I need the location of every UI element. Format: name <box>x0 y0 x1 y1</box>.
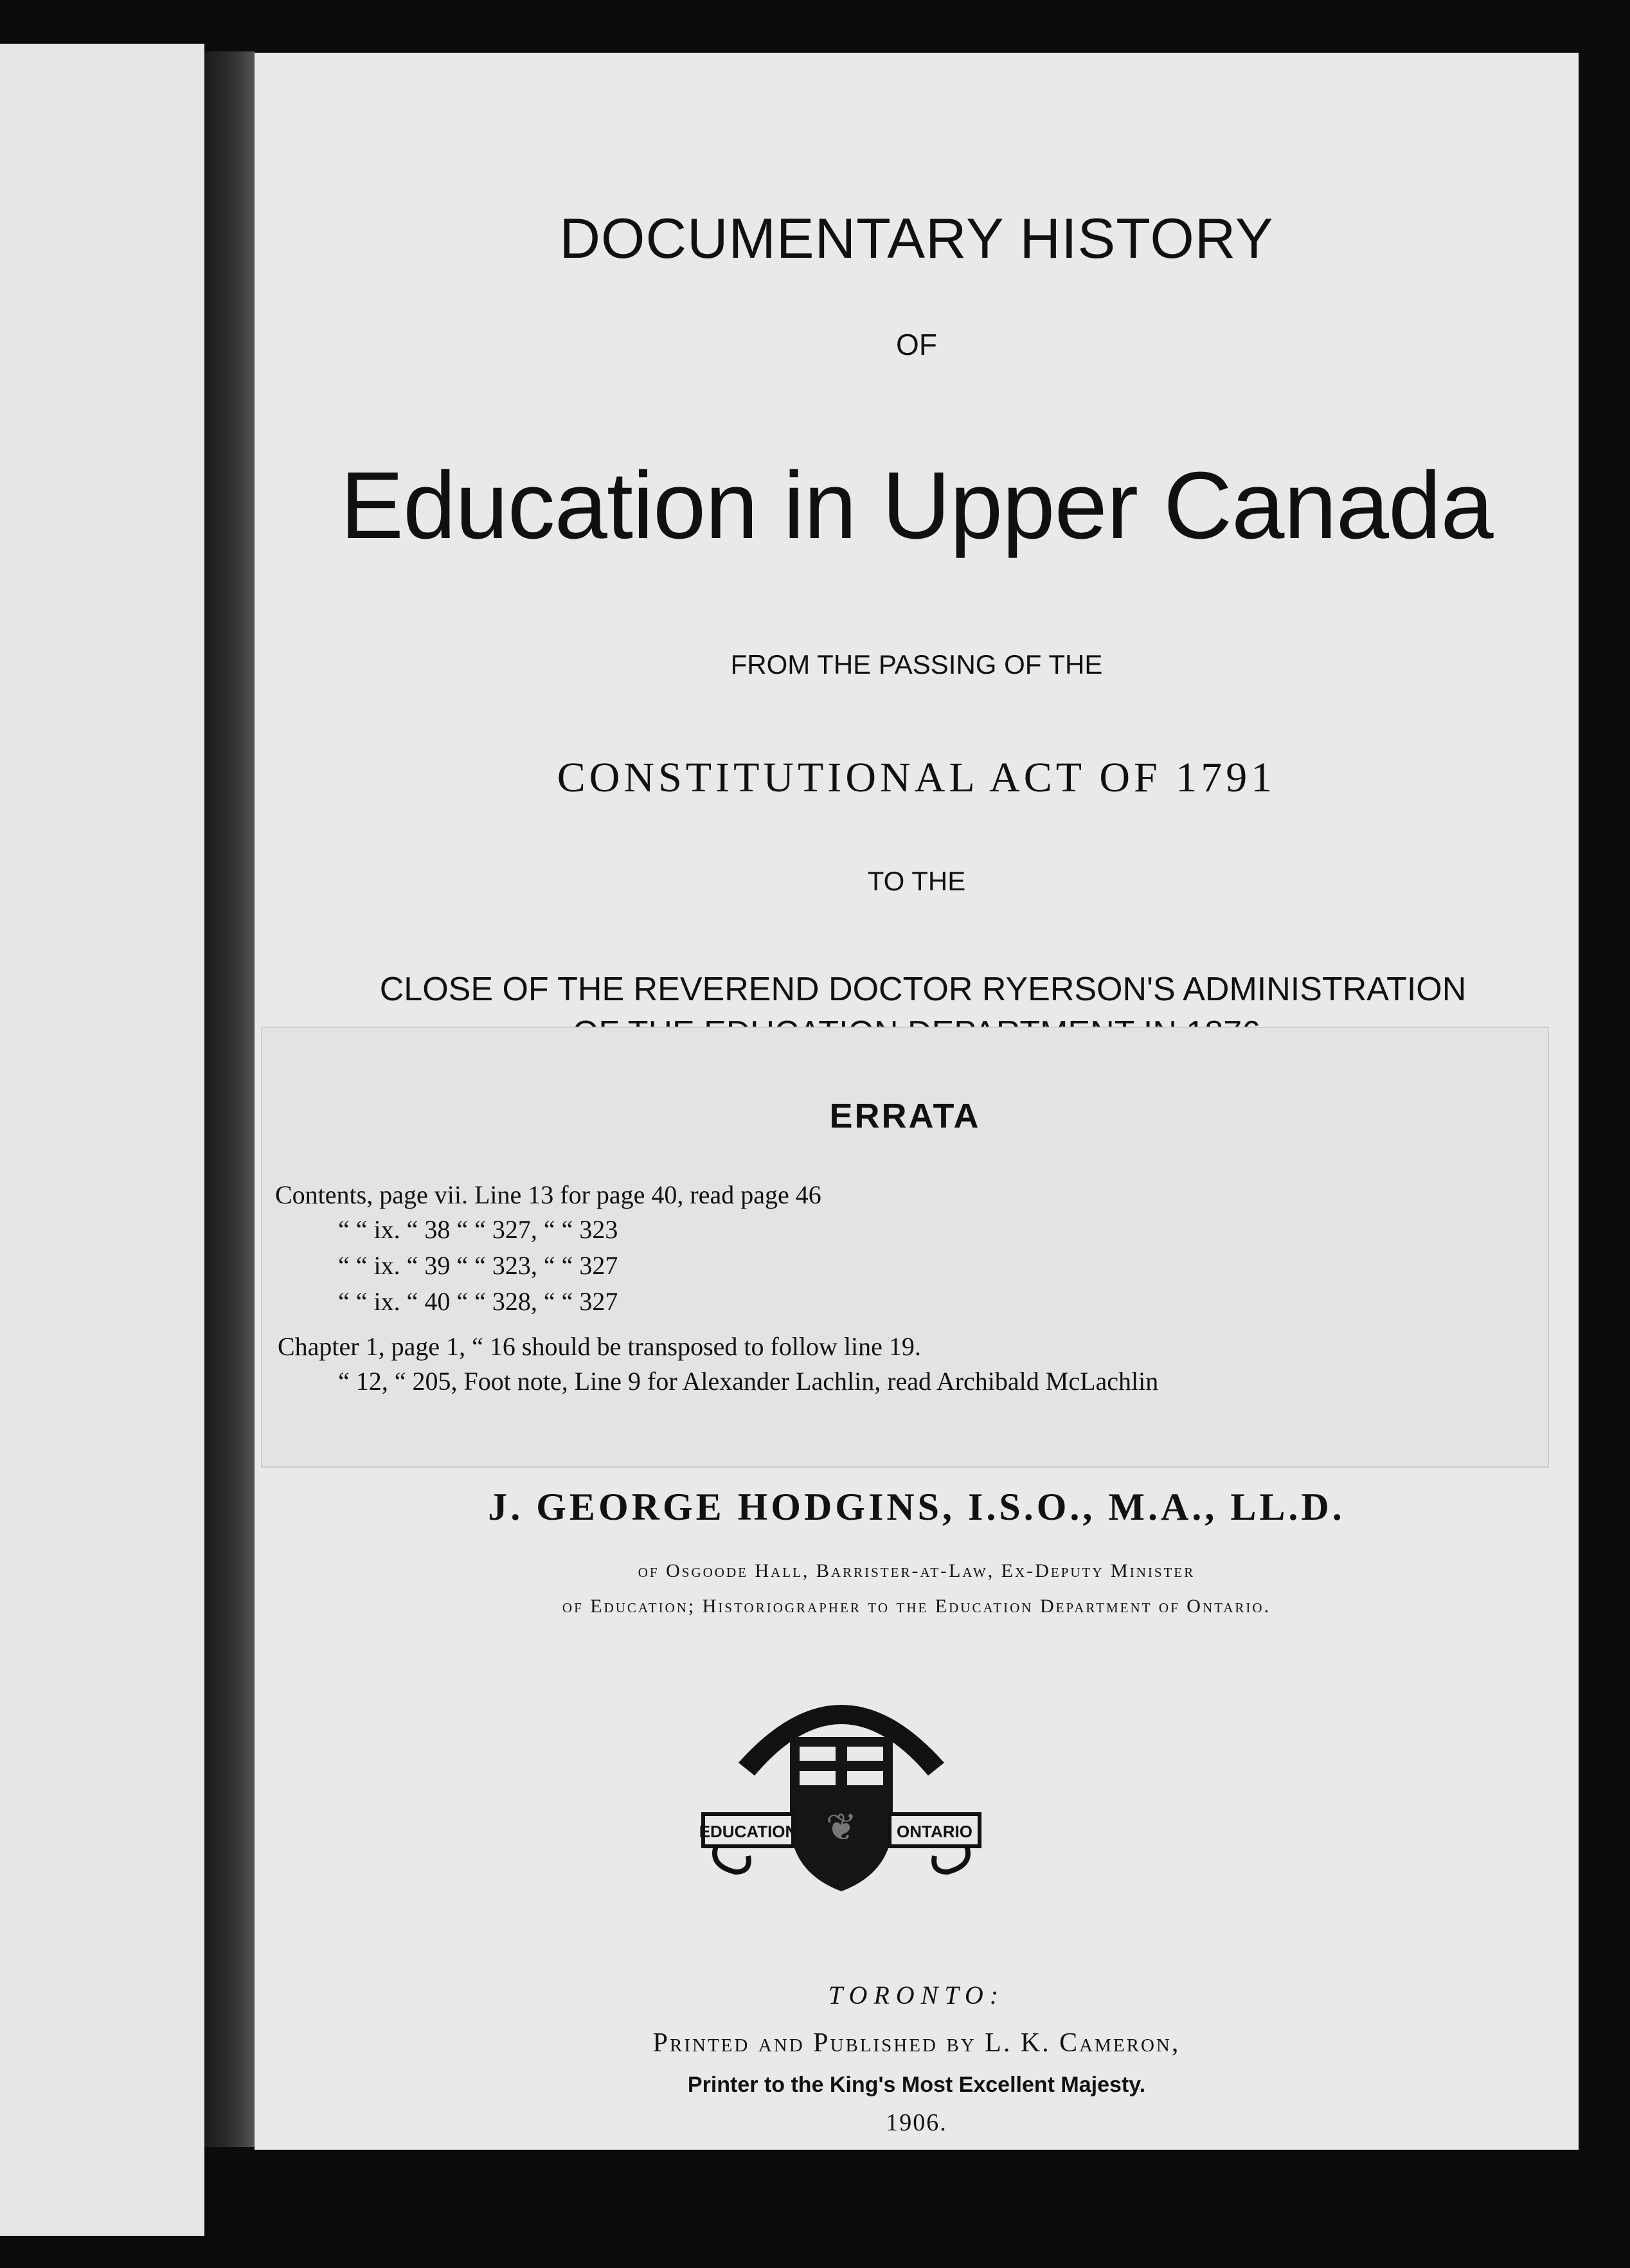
subtitle-to: TO THE <box>867 866 966 896</box>
imprint-printer: Printer to the King's Most Excellent Majesty. <box>687 2073 1146 2097</box>
errata-heading: ERRATA <box>829 1097 981 1135</box>
main-title: Education in Upper Canada <box>340 453 1493 559</box>
author-affiliation-2: of Education; Historiographer to the Education Department of Ontario. <box>562 1596 1271 1617</box>
left-facing-page <box>0 44 204 2236</box>
imprint-year: 1906. <box>886 2109 947 2136</box>
errata-row: “ “ ix. “ 39 “ “ 323, “ “ 327 <box>338 1251 618 1280</box>
book-spine <box>204 51 255 2147</box>
errata-row: Chapter 1, page 1, “ 16 should be transposed to follow line 19. <box>278 1332 921 1361</box>
seal-right-text: ONTARIO <box>897 1822 972 1841</box>
department-seal-logo <box>690 1660 992 1904</box>
imprint-city: TORONTO: <box>828 1981 1005 2010</box>
title-line-1: DOCUMENTARY HISTORY <box>559 206 1274 270</box>
errata-slip <box>261 1027 1549 1468</box>
title-line-2: OF <box>896 328 937 361</box>
maple-leaf-icon: ❦ <box>825 1805 857 1849</box>
seal-left-text: EDUCATION <box>699 1822 798 1841</box>
title-page <box>255 53 1579 2150</box>
errata-row: “ “ ix. “ 40 “ “ 328, “ “ 327 <box>338 1287 618 1316</box>
imprint-publisher: Printed and Published by L. K. Cameron, <box>652 2028 1181 2058</box>
subtitle-close: CLOSE OF THE REVEREND DOCTOR RYERSON'S ADMINISTRATION <box>379 971 1467 1008</box>
seal-top-text: DEPARTMENT <box>761 1685 922 1734</box>
subtitle-from: FROM THE PASSING OF THE <box>730 649 1103 680</box>
author-affiliation-1: of Osgoode Hall, Barrister-at-Law, Ex-Deputy Minister <box>638 1560 1196 1581</box>
subtitle-act: CONSTITUTIONAL ACT OF 1791 <box>557 754 1276 801</box>
errata-row: Contents, page vii. Line 13 for page 40, read page 46 <box>275 1180 821 1209</box>
author-name: J. GEORGE HODGINS, I.S.O., M.A., LL.D. <box>488 1486 1345 1528</box>
errata-row: “ 12, “ 205, Foot note, Line 9 for Alexander Lachlin, read Archibald McLachlin <box>338 1367 1159 1396</box>
errata-row: “ “ ix. “ 38 “ “ 327, “ “ 323 <box>338 1215 618 1244</box>
